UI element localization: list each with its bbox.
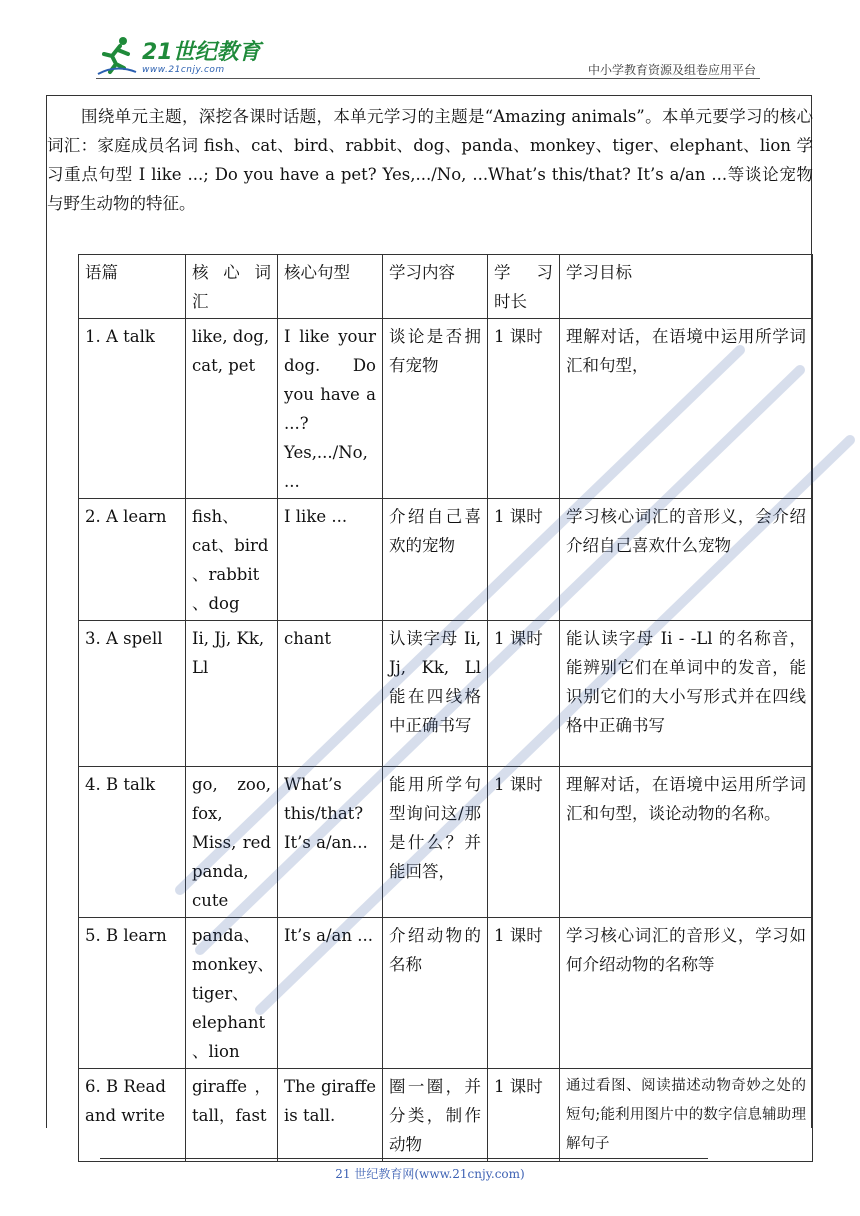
page-header	[96, 30, 760, 80]
table-cell: It’s a/an ...	[278, 918, 383, 1069]
table-cell: fish、cat、bird 、rabbit 、dog	[186, 499, 278, 621]
runner-logo-icon	[96, 34, 138, 76]
table-cell: 1 课时	[488, 621, 560, 767]
table-cell: 通过看图、阅读描述动物奇妙之处的短句;能利用图片中的数字信息辅助理解句子	[560, 1069, 813, 1162]
table-cell: 认读字母 Ii, Jj, Kk, Ll 能在四线格中正确书写	[383, 621, 488, 767]
table-row	[79, 319, 813, 499]
table-cell: 3. A spell	[79, 621, 186, 767]
table-cell: 1 课时	[488, 1069, 560, 1162]
table-cell: What’s this/that? It’s a/an...	[278, 767, 383, 918]
table-header-row	[79, 255, 813, 319]
table-cell: 学习核心词汇的音形义，会介绍介绍自己喜欢什么宠物	[560, 499, 813, 621]
table-cell: 4. B talk	[79, 767, 186, 918]
table-cell: Ii, Jj, Kk, Ll	[186, 621, 278, 767]
table-row	[79, 499, 813, 621]
table-cell: like, dog, cat, pet	[186, 319, 278, 499]
header-divider	[96, 78, 760, 79]
table-cell: 5. B learn	[79, 918, 186, 1069]
table-row	[79, 918, 813, 1069]
table-cell: 1 课时	[488, 319, 560, 499]
table-cell: giraffe，tall，fast	[186, 1069, 278, 1162]
header-cell: 学习目标	[560, 255, 813, 319]
header-cell: 学习内容	[383, 255, 488, 319]
lesson-table	[78, 254, 813, 1162]
logo-url: www.21cnjy.com	[142, 65, 225, 75]
platform-label: 中小学教育资源及组卷应用平台	[587, 63, 756, 77]
header-cell: 学 习 时长	[488, 255, 560, 319]
table-cell: 1 课时	[488, 499, 560, 621]
table-cell: I like ...	[278, 499, 383, 621]
table-cell: 学习核心词汇的音形义，学习如何介绍动物的名称等	[560, 918, 813, 1069]
header-cell: 语篇	[79, 255, 186, 319]
intro-paragraph: 围绕单元主题，深挖各课时话题，本单元学习的主题是“Amazing animals”。本单元要学习的核心词汇：家庭成员名词 fish、cat、bird、rabbit、dog、panda、monkey、tiger、elephant、lion 学习重点句型 I like ...; Do you have a pet? Yes,.../No, ...What’s this/that? It’s a/an ...等谈论宠物与野生动物的特征。	[47, 107, 813, 213]
header-cell: 核 心 词 汇	[186, 255, 278, 319]
table-cell: 2. A learn	[79, 499, 186, 621]
table-cell: 1. A talk	[79, 319, 186, 499]
table-cell: 理解对话，在语境中运用所学词汇和句型，谈论动物的名称。	[560, 767, 813, 918]
table-cell: 圈一圈，并分类，制作动物	[383, 1069, 488, 1162]
table-cell: I like your dog. Do you have a ...? Yes,.../No, ...	[278, 319, 383, 499]
page-footer: 21 世纪教育网(www.21cnjy.com)	[335, 1167, 525, 1181]
table-row	[79, 1069, 813, 1162]
table-row	[79, 767, 813, 918]
table-row	[79, 621, 813, 767]
footer-divider	[100, 1158, 708, 1159]
header-cell: 核心句型	[278, 255, 383, 319]
table-cell: 能用所学句型询问这/那是什么？并能回答，	[383, 767, 488, 918]
logo-title: 21世纪教育	[142, 40, 261, 65]
table-cell: go, zoo, fox, Miss, red panda, cute	[186, 767, 278, 918]
table-cell: 理解对话，在语境中运用所学词汇和句型，	[560, 319, 813, 499]
table-cell: The giraffe is tall.	[278, 1069, 383, 1162]
table-cell: 1 课时	[488, 918, 560, 1069]
table-cell: chant	[278, 621, 383, 767]
table-cell: 能认读字母 Ii - -Ll 的名称音，能辨别它们在单词中的发音，能识别它们的大小写形式并在四线格中正确书写	[560, 621, 813, 767]
table-cell: panda、monkey、tiger、elephant 、lion	[186, 918, 278, 1069]
table-cell: 介绍自己喜欢的宠物	[383, 499, 488, 621]
table-cell: 1 课时	[488, 767, 560, 918]
logo	[96, 34, 261, 76]
table-cell: 谈论是否拥有宠物	[383, 319, 488, 499]
table-cell: 介绍动物的名称	[383, 918, 488, 1069]
table-cell: 6. B Read and write	[79, 1069, 186, 1162]
